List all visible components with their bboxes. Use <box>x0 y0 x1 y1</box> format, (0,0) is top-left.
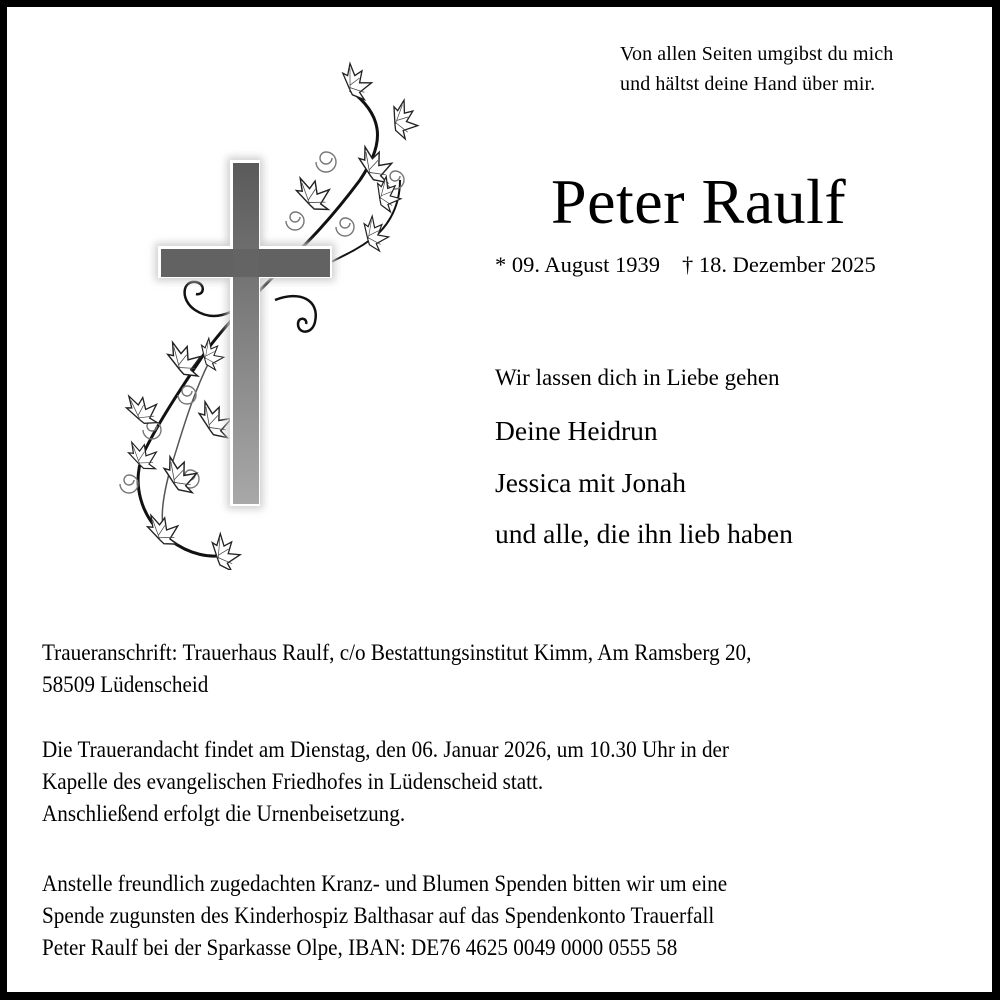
mourner-name: und alle, die ihn lieb haben <box>495 518 793 549</box>
death-date: † 18. Dezember 2025 <box>682 252 876 277</box>
bible-verse <box>620 39 893 99</box>
deceased-name: Peter Raulf <box>551 166 847 237</box>
mourners-intro: Wir lassen dich in Liebe gehen <box>495 365 780 390</box>
birth-date: * 09. August 1939 <box>495 252 661 277</box>
mourning-address <box>42 637 751 701</box>
address-line: 58509 Lüdenscheid <box>42 672 209 697</box>
donation-line: Peter Raulf bei der Sparkasse Olpe, IBAN: DE76 4625 0049 0000 0555 58 <box>42 935 678 960</box>
verse-line: und hältst deine Hand über mir. <box>620 73 876 95</box>
mourner-name: Deine Heidrun <box>495 415 658 446</box>
life-dates <box>495 250 876 280</box>
donation-line: Spende zugunsten des Kinderhospiz Balthasar auf das Spendenkonto Trauerfall <box>42 903 715 928</box>
donation-info <box>42 868 727 964</box>
service-line: Anschließend erfolgt die Urnenbeisetzung. <box>42 801 406 826</box>
address-line: Traueranschrift: Trauerhaus Raulf, c/o Bestattungsinstitut Kimm, Am Ramsberg 20, <box>42 640 752 665</box>
funeral-service-info <box>42 734 729 830</box>
obituary-notice <box>7 7 992 992</box>
donation-line: Anstelle freundlich zugedachten Kranz- und Blumen Spenden bitten wir um eine <box>42 871 728 896</box>
mourners-list <box>495 405 793 560</box>
cross-with-ivy-icon <box>100 60 440 570</box>
mourner-name: Jessica mit Jonah <box>495 466 686 498</box>
verse-line: Von allen Seiten umgibst du mich <box>620 43 894 65</box>
service-line: Die Trauerandacht findet am Dienstag, den 06. Januar 2026, um 10.30 Uhr in der <box>42 737 729 762</box>
service-line: Kapelle des evangelischen Friedhofes in Lüdenscheid statt. <box>42 769 544 794</box>
